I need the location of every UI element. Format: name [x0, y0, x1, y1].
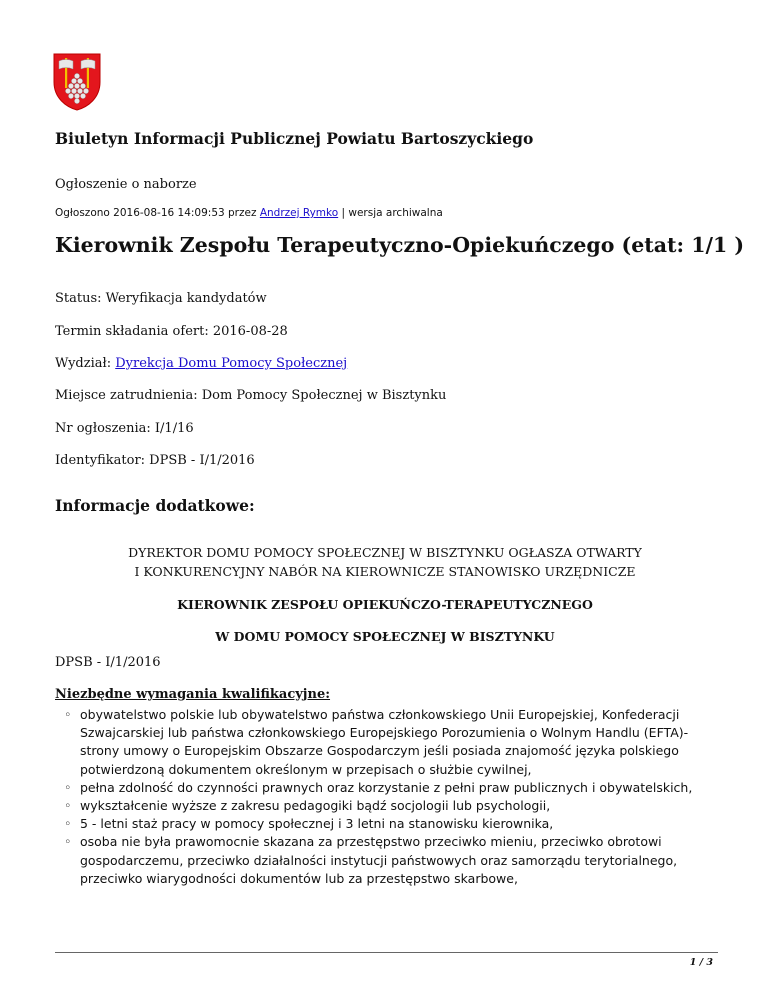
- deadline-field: Termin składania ofert: 2016-08-28: [55, 324, 288, 339]
- list-item: ◦ pełna zdolność do czynności prawnych oraz korzystanie z pełni praw publicznych i obywatelskich,: [55, 779, 725, 797]
- publication-meta: [55, 207, 443, 219]
- additional-info-heading: Informacje dodatkowe:: [55, 496, 255, 515]
- page-number: 1 / 3: [689, 957, 713, 968]
- intro-line-1: DYREKTOR DOMU POMOCY SPOŁECZNEJ W BISZTYNKU OGŁASZA OTWARTY: [128, 545, 642, 560]
- category-label: Ogłoszenie o naborze: [55, 177, 197, 192]
- department-link[interactable]: Dyrekcja Domu Pomocy Społecznej: [115, 356, 348, 371]
- list-item: ◦ obywatelstwo polskie lub obywatelstwo państwa członkowskiego Unii Europejskiej, Konfederacji Szwajcarskiej lub państwa członkowskiego Europejskiego Porozumienia o Wolnym Handlu (EFTA)-strony umowy o Europejskim Obszarze Gospodarczym jeśli posiada znajomość języka polskiego potwierdzoną dokumentem określonym w przepisach o służbie cywilnej,: [55, 706, 725, 779]
- list-item: ◦ osoba nie była prawomocnie skazana za przestępstwo przeciwko mieniu, przeciwko obrotowi gospodarczemu, przeciwko działalności instytucji państwowych oraz samorządu terytorialnego, przeciwko wiarygodności dokumentów lub za przestępstwo skarbowe,: [55, 833, 725, 888]
- coat-of-arms-icon: [52, 52, 102, 112]
- department-field: [55, 356, 347, 371]
- author-link[interactable]: Andrzej Rymko: [259, 207, 339, 219]
- meta-prefix: Ogłoszono 2016-08-16 14:09:53 przez: [55, 207, 260, 219]
- status-field: Status: Weryfikacja kandydatów: [55, 291, 267, 306]
- meta-suffix: | wersja archiwalna: [338, 207, 443, 219]
- workplace-field: Miejsce zatrudnienia: Dom Pomocy Społecznej w Bisztynku: [55, 388, 447, 403]
- number-field: Nr ogłoszenia: I/1/16: [55, 421, 194, 436]
- list-item: ◦ wykształcenie wyższe z zakresu pedagogiki bądź socjologii lub psychologii,: [55, 797, 725, 815]
- list-item: ◦ 5 - letni staż pracy w pomocy społecznej i 3 letni na stanowisku kierownika,: [55, 815, 725, 833]
- reference-number: DPSB - I/1/2016: [55, 655, 161, 670]
- position-heading: KIEROWNIK ZESPOŁU OPIEKUŃCZO-TERAPEUTYCZNEGO: [177, 597, 593, 612]
- intro-line-2: I KONKURENCYJNY NABÓR NA KIEROWNICZE STANOWISKO URZĘDNICZE: [134, 564, 636, 579]
- place-heading: W DOMU POMOCY SPOŁECZNEJ W BISZTYNKU: [215, 629, 555, 644]
- department-label: Wydział:: [55, 356, 116, 371]
- footer-divider: [55, 952, 718, 953]
- requirements-heading: Niezbędne wymagania kwalifikacyjne:: [55, 687, 331, 702]
- page-title: Kierownik Zespołu Terapeutyczno-Opiekuńczego (etat: 1/1 ): [55, 233, 745, 257]
- site-title: Biuletyn Informacji Publicznej Powiatu Bartoszyckiego: [55, 129, 534, 148]
- requirements-list: [55, 706, 725, 888]
- identifier-field: Identyfikator: DPSB - I/1/2016: [55, 453, 255, 468]
